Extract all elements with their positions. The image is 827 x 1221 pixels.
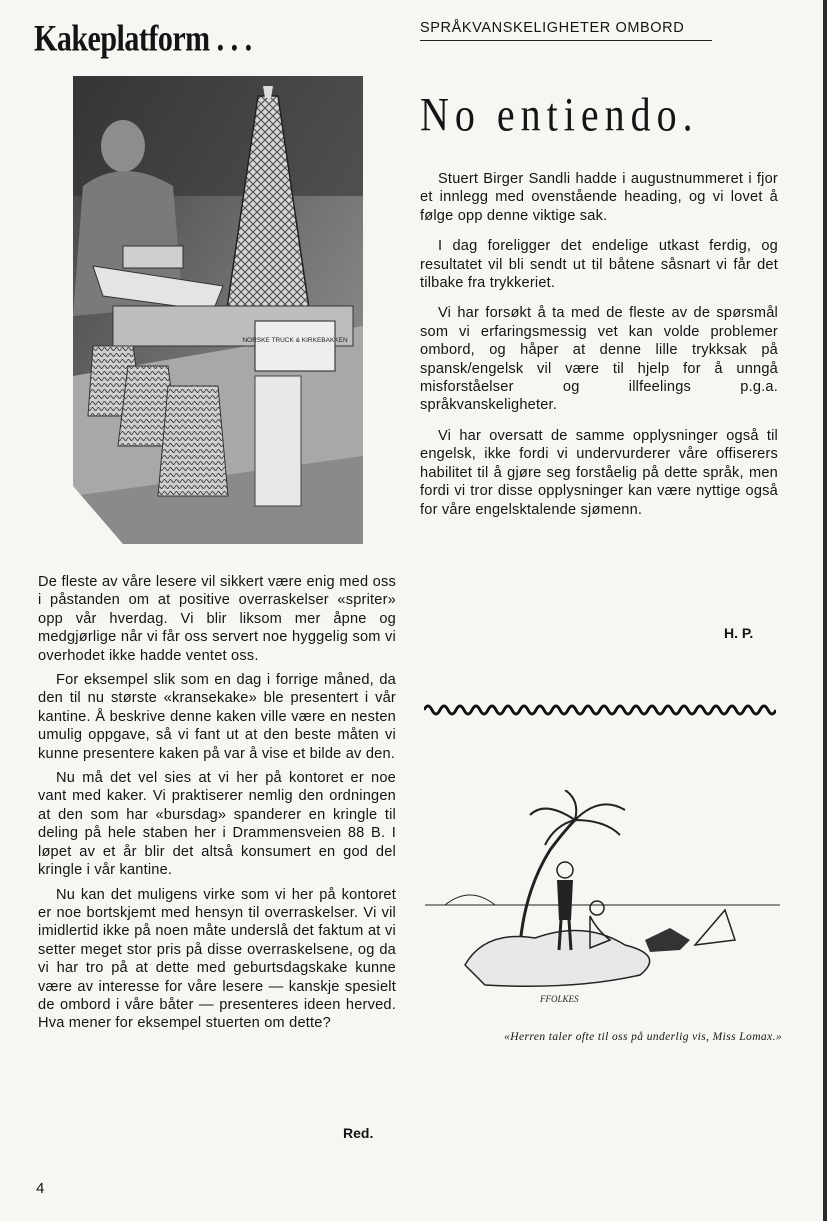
- paragraph: Stuert Birger Sandli hadde i augustnummeret i fjor et innlegg med ovenstående heading, og vi lovet å følge opp denne viktige sak.: [420, 171, 778, 224]
- paragraph: Nu kan det muligens virke som vi her på kontoret er noe bortskjemt med hensyn til overraskelser. Vi vil imidlertid ikke på noen måte underslå det faktum at vi setter meget stor pris på disse overraskelsene, og da vi har tro på at dette med geburtsdagskake kunne være av interesse for våre lesere — kanskje spesielt de ombord i våre båter — presenteres ideen herved. Hva mener for eksempel stuerten om dette?: [38, 886, 396, 1032]
- wave-divider: [424, 698, 776, 720]
- paragraph: Vi har oversatt de samme opplysninger også til engelsk, ikke fordi vi undervurderer våre offiserers habilitet til å gjøre seg forståelig på dette språk, men fordi vi tror disse opplysninger kan være nyttige også for våre engelsktalende sjømenn.: [420, 427, 778, 518]
- author-signature: H. P.: [724, 625, 754, 641]
- paragraph: Nu må det vel sies at vi her på kontoret er noe vant med kaker. Vi praktiserer nemlig den ordningen at den som har «bursdag» spanderer en kringle til deling på hele staben her i Drammensveien 88 B. I løpet av et år blir det altså konsumert en god del kringle i vår kantine.: [38, 770, 396, 879]
- page-number: 4: [36, 1180, 45, 1197]
- cake-platform-photo: [73, 76, 363, 544]
- editor-signature: Red.: [343, 1125, 374, 1141]
- article-headline-kakeplatform: Kakeplatform . . .: [34, 18, 252, 60]
- cartoon-caption: «Herren taler ofte til oss på underlig vis, Miss Lomax.»: [504, 1031, 782, 1043]
- paragraph: Vi har forsøkt å ta med de fleste av de spørsmål som vi erfaringsmessig vet kan volde problemer ombord, og håper at denne lille trykksak på spansk/engelsk vil være til hjelp for å unngå misforståelser og illfeelings p.g.a. språkvanskeligheter.: [420, 305, 778, 414]
- desert-island-cartoon: [425, 790, 780, 1010]
- scan-edge: [823, 0, 827, 1221]
- no-entiendo-article-body: [420, 170, 778, 531]
- paragraph: De fleste av våre lesere vil sikkert være enig med oss i påstanden om at positive overraskelser «spriter» opp vår hverdag. Vi blir liksom mer åpne og medgjørlige når vi får oss servert noe hyggelig som vi overhodet ikke hadde ventet oss.: [38, 574, 396, 664]
- kakeplatform-article-body: [38, 573, 396, 1039]
- cartoon-artist-signature: FFOLKES: [540, 994, 579, 1004]
- paragraph: I dag foreligger det endelige utkast ferdig, og resultatet vil bli sendt ut til båtene såsnart vi får det tilbake fra trykkeriet.: [420, 238, 778, 292]
- section-label: SPRÅKVANSKELIGHETER OMBORD: [420, 20, 712, 41]
- article-headline-no-entiendo: No entiendo.: [420, 87, 699, 142]
- photo-sign-text: NORSKE TRUCK & KIRKEBAKKEN: [242, 337, 348, 344]
- paragraph: For eksempel slik som en dag i forrige måned, da den til nu største «kransekake» ble presentert i vår kantine. Å beskrive denne kaken ville være en nesten umulig oppgave, så vi fant ut at den beste måten vi kunne presentere kaken på var å vise et bilde av den.: [38, 672, 396, 762]
